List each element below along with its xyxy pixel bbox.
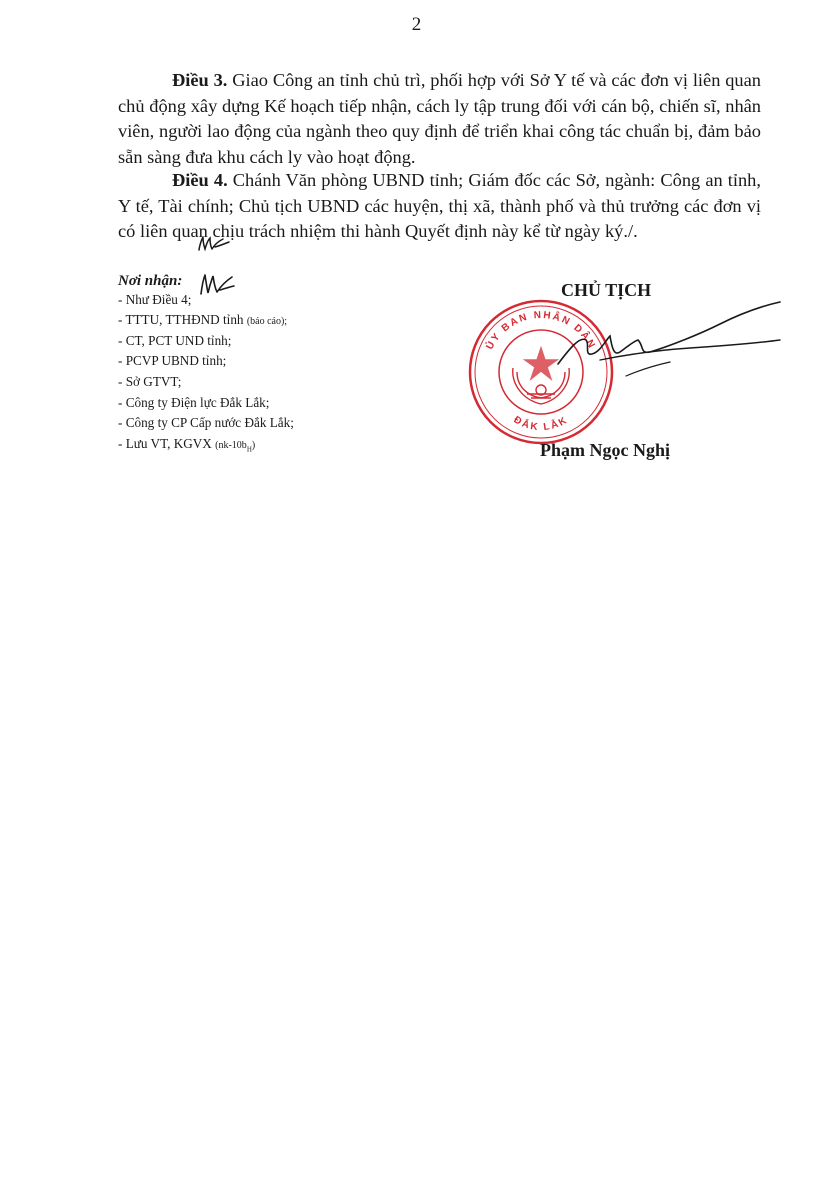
initials-mark-article: [197, 234, 231, 254]
recipient-item: - Công ty CP Cấp nước Đắk Lắk;: [118, 415, 294, 431]
article-3-text: Giao Công an tỉnh chủ trì, phối hợp với Sở Y tế và các đơn vị liên quan chủ động xây dựng Kế hoạch tiếp nhận, cách ly tập trung đối với cán bộ, chiến sĩ, nhân viên, người lao động của ngành theo quy định để triển khai công tác chuẩn bị, đảm bảo sẵn sàng đưa khu cách ly vào hoạt động.: [118, 70, 761, 167]
recipients-block: [118, 272, 294, 459]
recipient-item: - Công ty Điện lực Đắk Lắk;: [118, 394, 270, 410]
page-number: 2: [411, 14, 422, 35]
signer-name: Phạm Ngọc Nghị: [540, 440, 670, 460]
article-4-text: Chánh Văn phòng UBND tỉnh; Giám đốc các Sở, ngành: Công an tỉnh, Y tế, Tài chính; Chủ tịch UBND các huyện, thị xã, thành phố và thủ trưởng các đơn vị có liên quan chịu trách nhiệm thi hành Quyết định này kể từ ngày ký./.: [118, 170, 761, 241]
article-4-label: Điều 4.: [172, 170, 228, 190]
article-3-label: Điều 3.: [172, 70, 228, 90]
seal-top-text: ỦY BAN NHÂN DÂN: [484, 309, 598, 352]
initials-mark-recipients: [198, 272, 236, 298]
recipient-item: - Như Điều 4;: [118, 291, 192, 307]
seal-bottom-text: ĐẮK LẮK: [511, 414, 571, 434]
article-3: [118, 68, 761, 170]
recipient-item: - Lưu VT, KGVX $(nk-10b_H)$: [118, 435, 256, 454]
recipient-item: - CT, PCT UND tỉnh;: [118, 332, 232, 348]
recipient-item: - Sở GTVT;: [118, 373, 182, 389]
recipient-item: - TTTU, TTHĐND tỉnh (báo cáo);: [118, 312, 288, 328]
recipient-item: - PCVP UBND tỉnh;: [118, 353, 227, 369]
handwritten-signature: [540, 296, 785, 386]
svg-text:ĐẮK LẮK: [512, 414, 571, 433]
recipients-title: Nơi nhận:: [118, 273, 183, 289]
signature-position: CHỦ TỊCH: [561, 280, 652, 300]
